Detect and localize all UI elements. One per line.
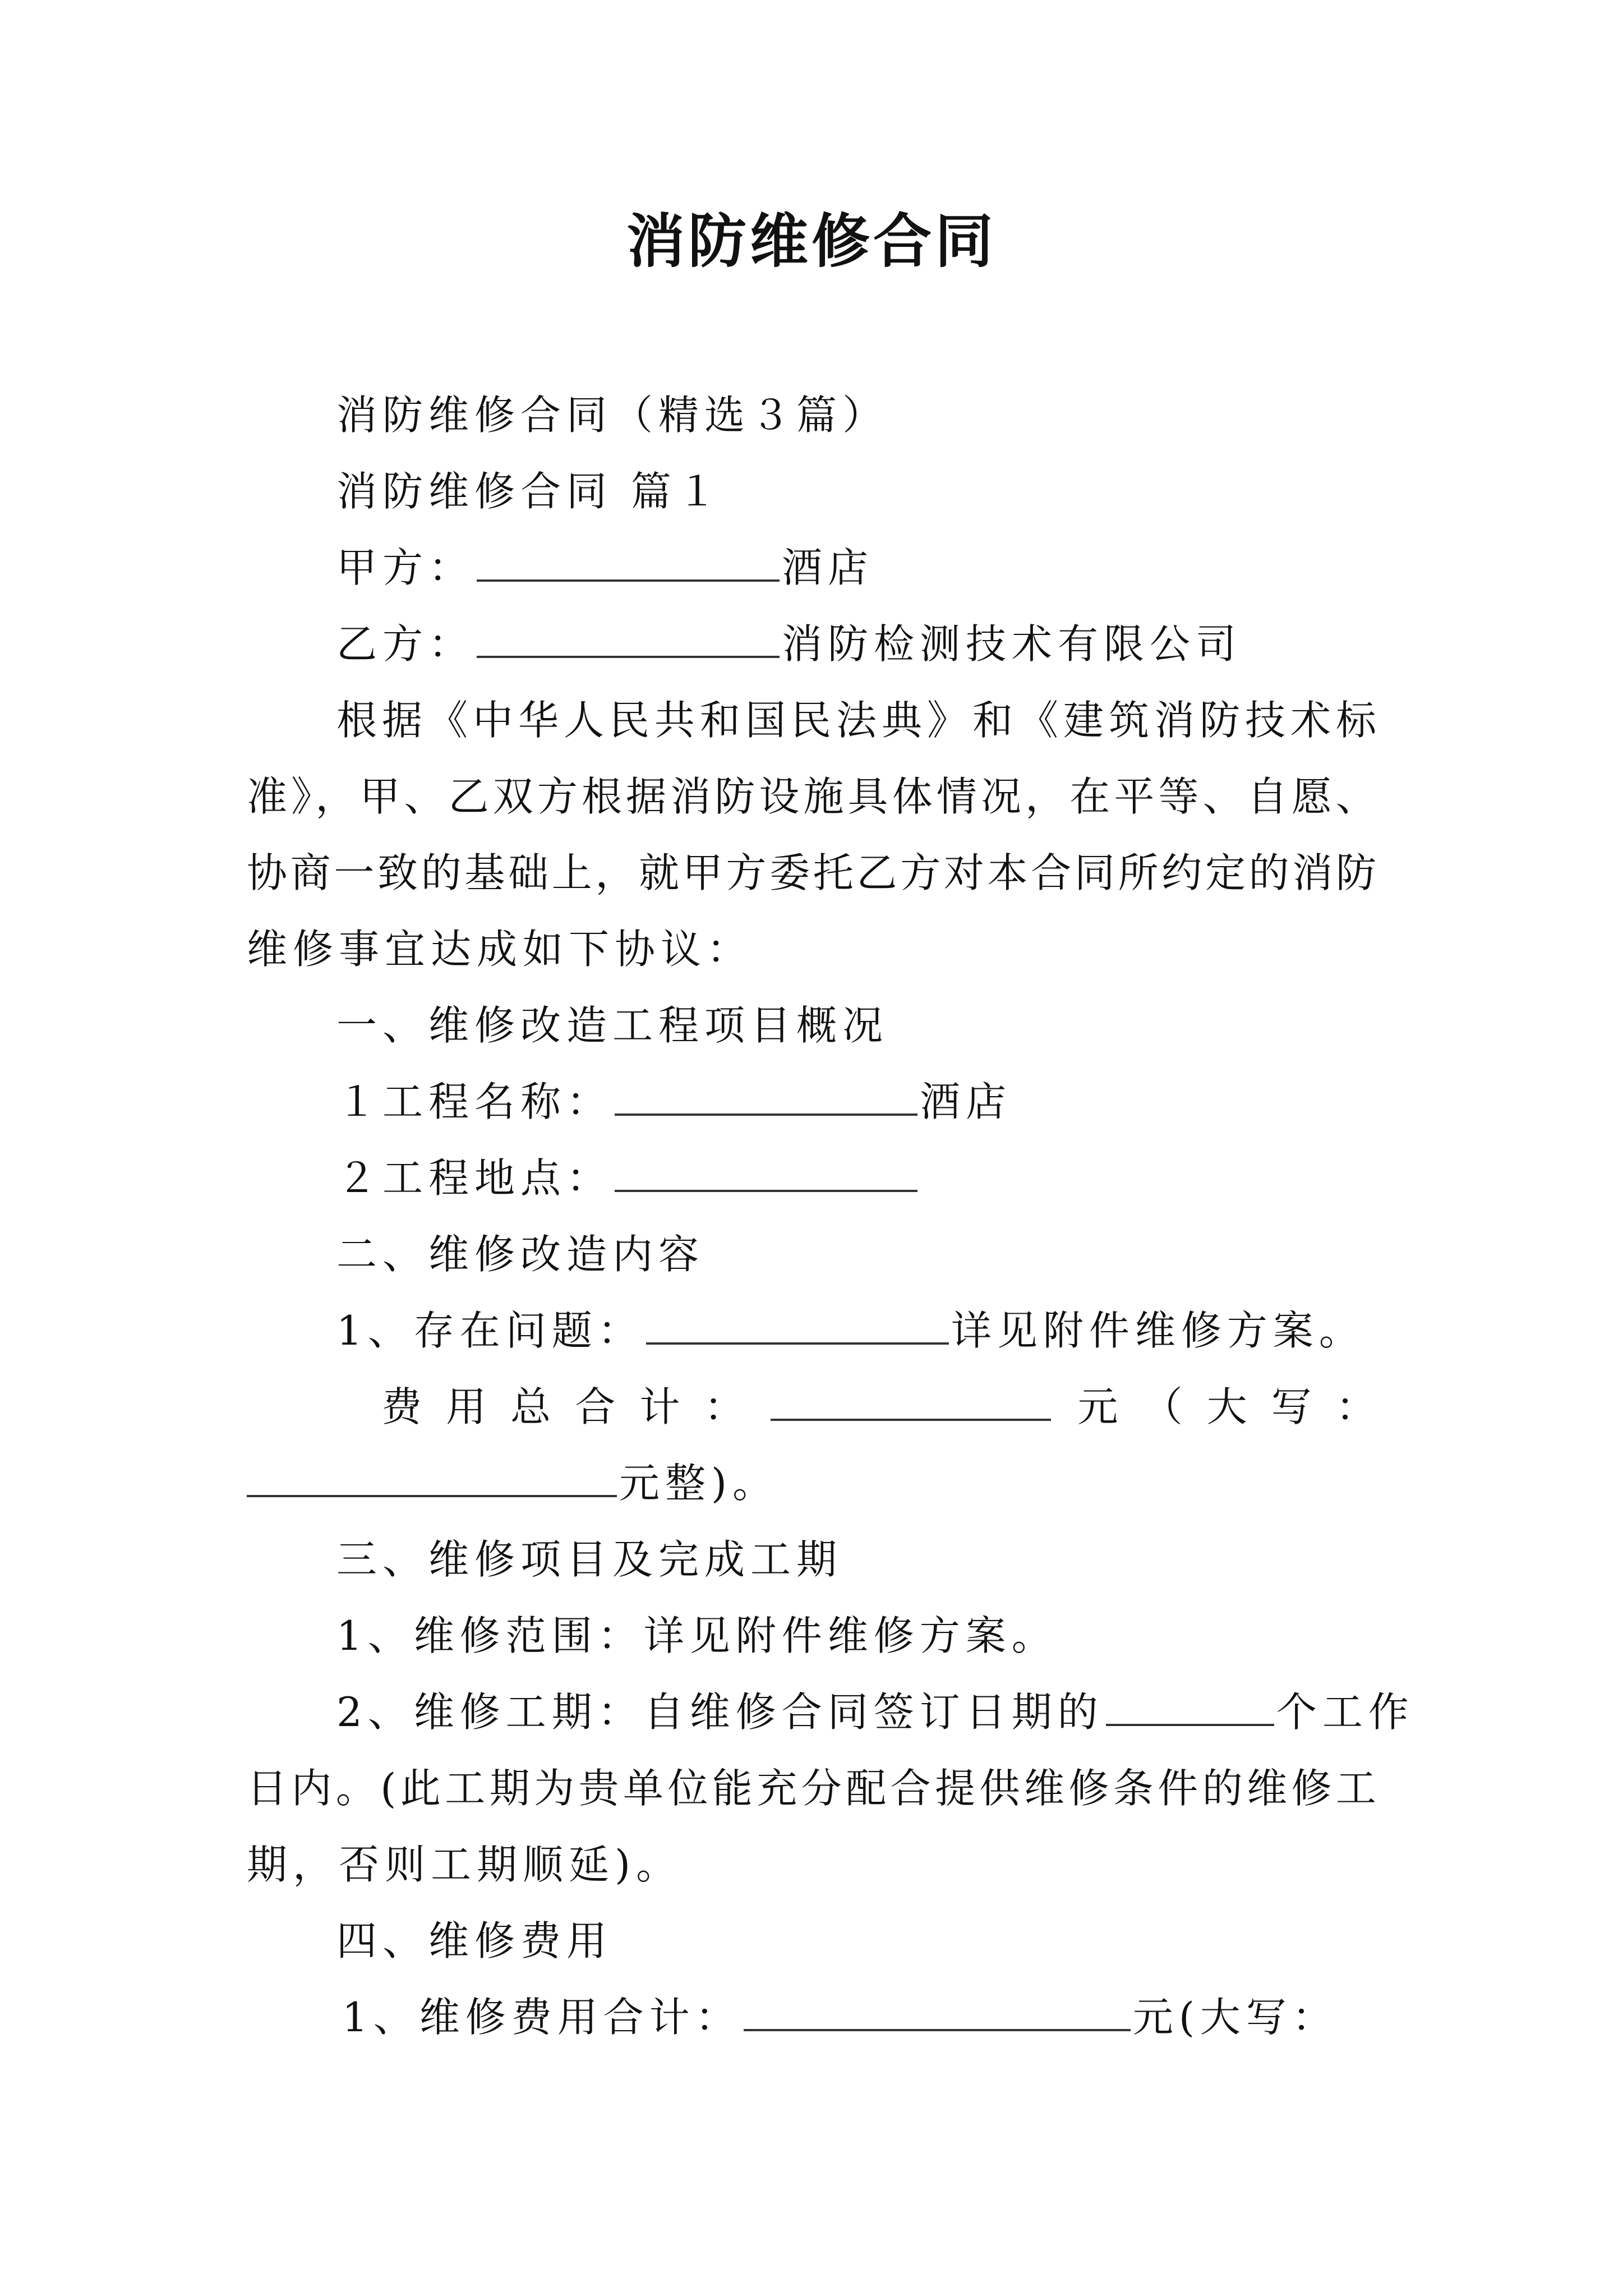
intro-line-4: 维修事宜达成如下协议： [247,926,753,973]
party-b-label: 乙方： [336,620,475,668]
party-a-line [336,540,874,596]
total-cost-char: 费 [381,1383,422,1430]
total-cost-blank [771,1384,1051,1421]
party-b-blank [477,621,780,658]
total-cost-unit-char: 写 [1271,1383,1312,1430]
heading-4: 四、维修费用 [336,1917,613,1964]
section-heading: 消防维修合同 篇１ [336,468,723,515]
project-site-line [336,1150,920,1206]
total-cost-end: 元整)。 [619,1460,779,1507]
total-cost-end-line [247,1455,778,1511]
party-a-blank [477,545,780,582]
period-line-1 [336,1684,1414,1740]
scope-line: 1、维修范围：详见附件维修方案。 [336,1612,1058,1659]
intro-line-3: 协商一致的基础上，就甲方委托乙方对本合同所约定的消防 [247,849,1376,896]
total-cost-char: ： [704,1383,745,1430]
party-b-line [336,616,1242,672]
intro-line-1: 根据《中华人民共和国民法典》和《建筑消防技术标 [336,697,1376,744]
total-cost-uppercase-blank [247,1460,617,1497]
fee-suffix: 元(大写： [1132,1994,1338,2041]
total-cost-unit-char: （ [1142,1383,1183,1430]
project-name-label: １工程名称： [336,1078,613,1125]
issues-suffix: 详见附件维修方案。 [951,1307,1365,1354]
total-cost-unit-char: 大 [1206,1383,1247,1430]
total-cost-char: 计 [639,1383,680,1430]
total-cost-char: 合 [575,1383,616,1430]
document-title: 消防维修合同 [626,206,997,275]
party-a-label: 甲方： [336,544,475,591]
total-cost-unit-char: 元 [1077,1383,1118,1430]
issues-line [336,1303,1365,1359]
project-site-blank [615,1155,917,1192]
period-blank [1106,1689,1274,1726]
total-cost-char: 用 [446,1383,487,1430]
period-prefix: 2、维修工期：自维修合同签订日期的 [336,1688,1104,1736]
document-subtitle: 消防维修合同（精选３篇） [336,392,889,439]
heading-3: 三、维修项目及完成工期 [336,1536,843,1583]
fee-blank [744,1994,1131,2031]
period-suffix: 个工作 [1276,1688,1414,1736]
total-cost-char: 总 [510,1383,551,1430]
total-cost-line [381,1379,1376,1435]
issues-blank [646,1308,949,1345]
party-a-suffix: 酒店 [782,544,874,591]
heading-1: 一、维修改造工程项目概况 [336,1002,889,1049]
project-name-blank [615,1079,917,1116]
project-name-suffix: 酒店 [920,1078,1012,1125]
heading-2: 二、维修改造内容 [336,1231,705,1278]
intro-line-2: 准》，甲、乙双方根据消防设施具体情况，在平等、自愿、 [247,773,1376,820]
party-b-suffix: 消防检测技术有限公司 [782,620,1242,668]
fee-label: 1、维修费用合计： [342,1994,741,2041]
fee-line [342,1989,1338,2045]
period-line-2: 日内。(此工期为贵单位能充分配合提供维修条件的维修工 [247,1765,1376,1812]
project-site-label: ２工程地点： [336,1154,613,1202]
project-name-line [336,1074,1012,1130]
issues-label: 1、存在问题： [336,1307,644,1354]
period-line-3: 期，否则工期顺延)。 [247,1841,683,1888]
total-cost-unit-char: ： [1335,1383,1376,1430]
